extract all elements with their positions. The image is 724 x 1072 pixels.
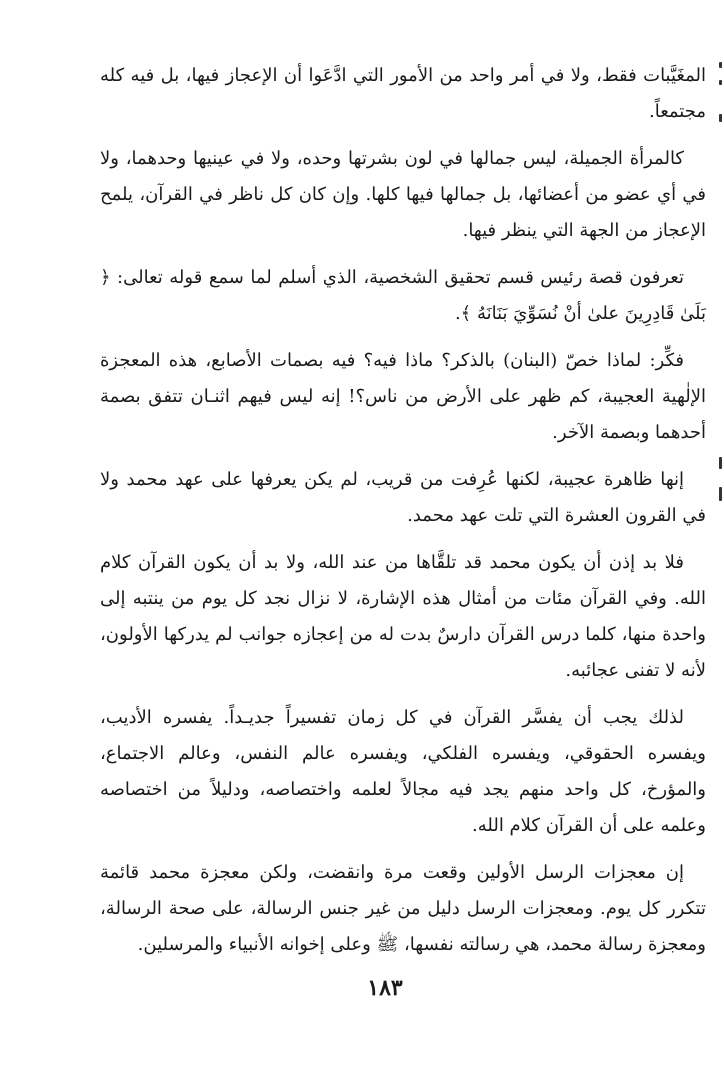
paragraph-7: لذلك يجب أن يفسَّر القرآن في كل زمان تفسيراً جديـداً. يفسره الأديب، ويفسره الحقوقي، ويفسره الفلكي، ويفسره عالم النفس، وعالم الاجتماع، والمؤرخ، كل واحد منهم يجد فيه مجالاً لعلمه واختصاصه، ودليلاً من اختصاصه وعلمه على أن القرآن كلام الله. [100,707,706,836]
paragraph-6: فلا بد إذن أن يكون محمد قد تلقَّاها من عند الله، ولا بد أن يكون القرآن كلام الله. وفي القرآن مئات من أمثال هذه الإشارة، لا نزال نجد كل يوم من ينتبه إلى واحدة منها، كلما درس القرآن دارسٌ بدت له من إعجازه جوانب لم يدركها الأولون، لأنه لا تفنى عجائبه. [100,552,706,681]
body-text [100,58,706,974]
paragraph-3: تعرفون قصة رئيس قسم تحقيق الشخصية، الذي أسلم لما سمع قوله تعالى: ﴿ بَلَىٰ قَادِرِينَ علىٰ أنْ نُسَوِّيَ بَنَانَهُ ﴾. [100,267,706,324]
paragraph-1: المغَيَّبات فقط، ولا في أمر واحد من الأمور التي ادَّعَوا أن الإعجاز فيها، بل فيه كله مجتمعاً. [100,65,706,122]
paragraph-2: كالمرأة الجميلة، ليس جمالها في لون بشرتها وحده، ولا في عينيها وحدهما، ولا في أي عضو من أعضائها، بل جمالها فيها كلها. وإن كان كل ناظر في القرآن، يلمح الإعجاز من الجهة التي ينظر فيها. [100,148,706,241]
paragraph-4: فكِّر: لماذا خصّ (البنان) بالذكر؟ ماذا فيه؟ فيه بصمات الأصابع، هذه المعجزة الإلٰهية العجيبة، كم ظهر على الأرض من ناس؟! إنه ليس فيهم اثنـان تتفق بصمة أحدهما وبصمة الآخر. [100,350,706,443]
page-number: ١٨٣ [367,975,403,1001]
edge-mark [719,80,722,85]
paragraph-8: إن معجزات الرسل الأولين وقعت مرة وانقضت، ولكن معجزة محمد قائمة تتكرر كل يوم. ومعجزات الرسل دليل من غير جنس الرسالة، على صحة الرسالة، ومعجزة رسالة محمد، هي رسالته نفسها، ﷺ وعلى إخوانه الأنبياء والمرسلين. [100,862,706,955]
paragraph-5: إنها ظاهرة عجيبة، لكنها عُرِفت من قريب، لم يكن يعرفها على عهد محمد ولا في القرون العشرة التي تلت عهد محمد. [100,469,706,526]
edge-mark [719,62,722,68]
edge-mark [719,114,722,122]
edge-mark [719,487,722,501]
scan-edge-marks [716,62,724,962]
edge-mark [719,457,722,469]
